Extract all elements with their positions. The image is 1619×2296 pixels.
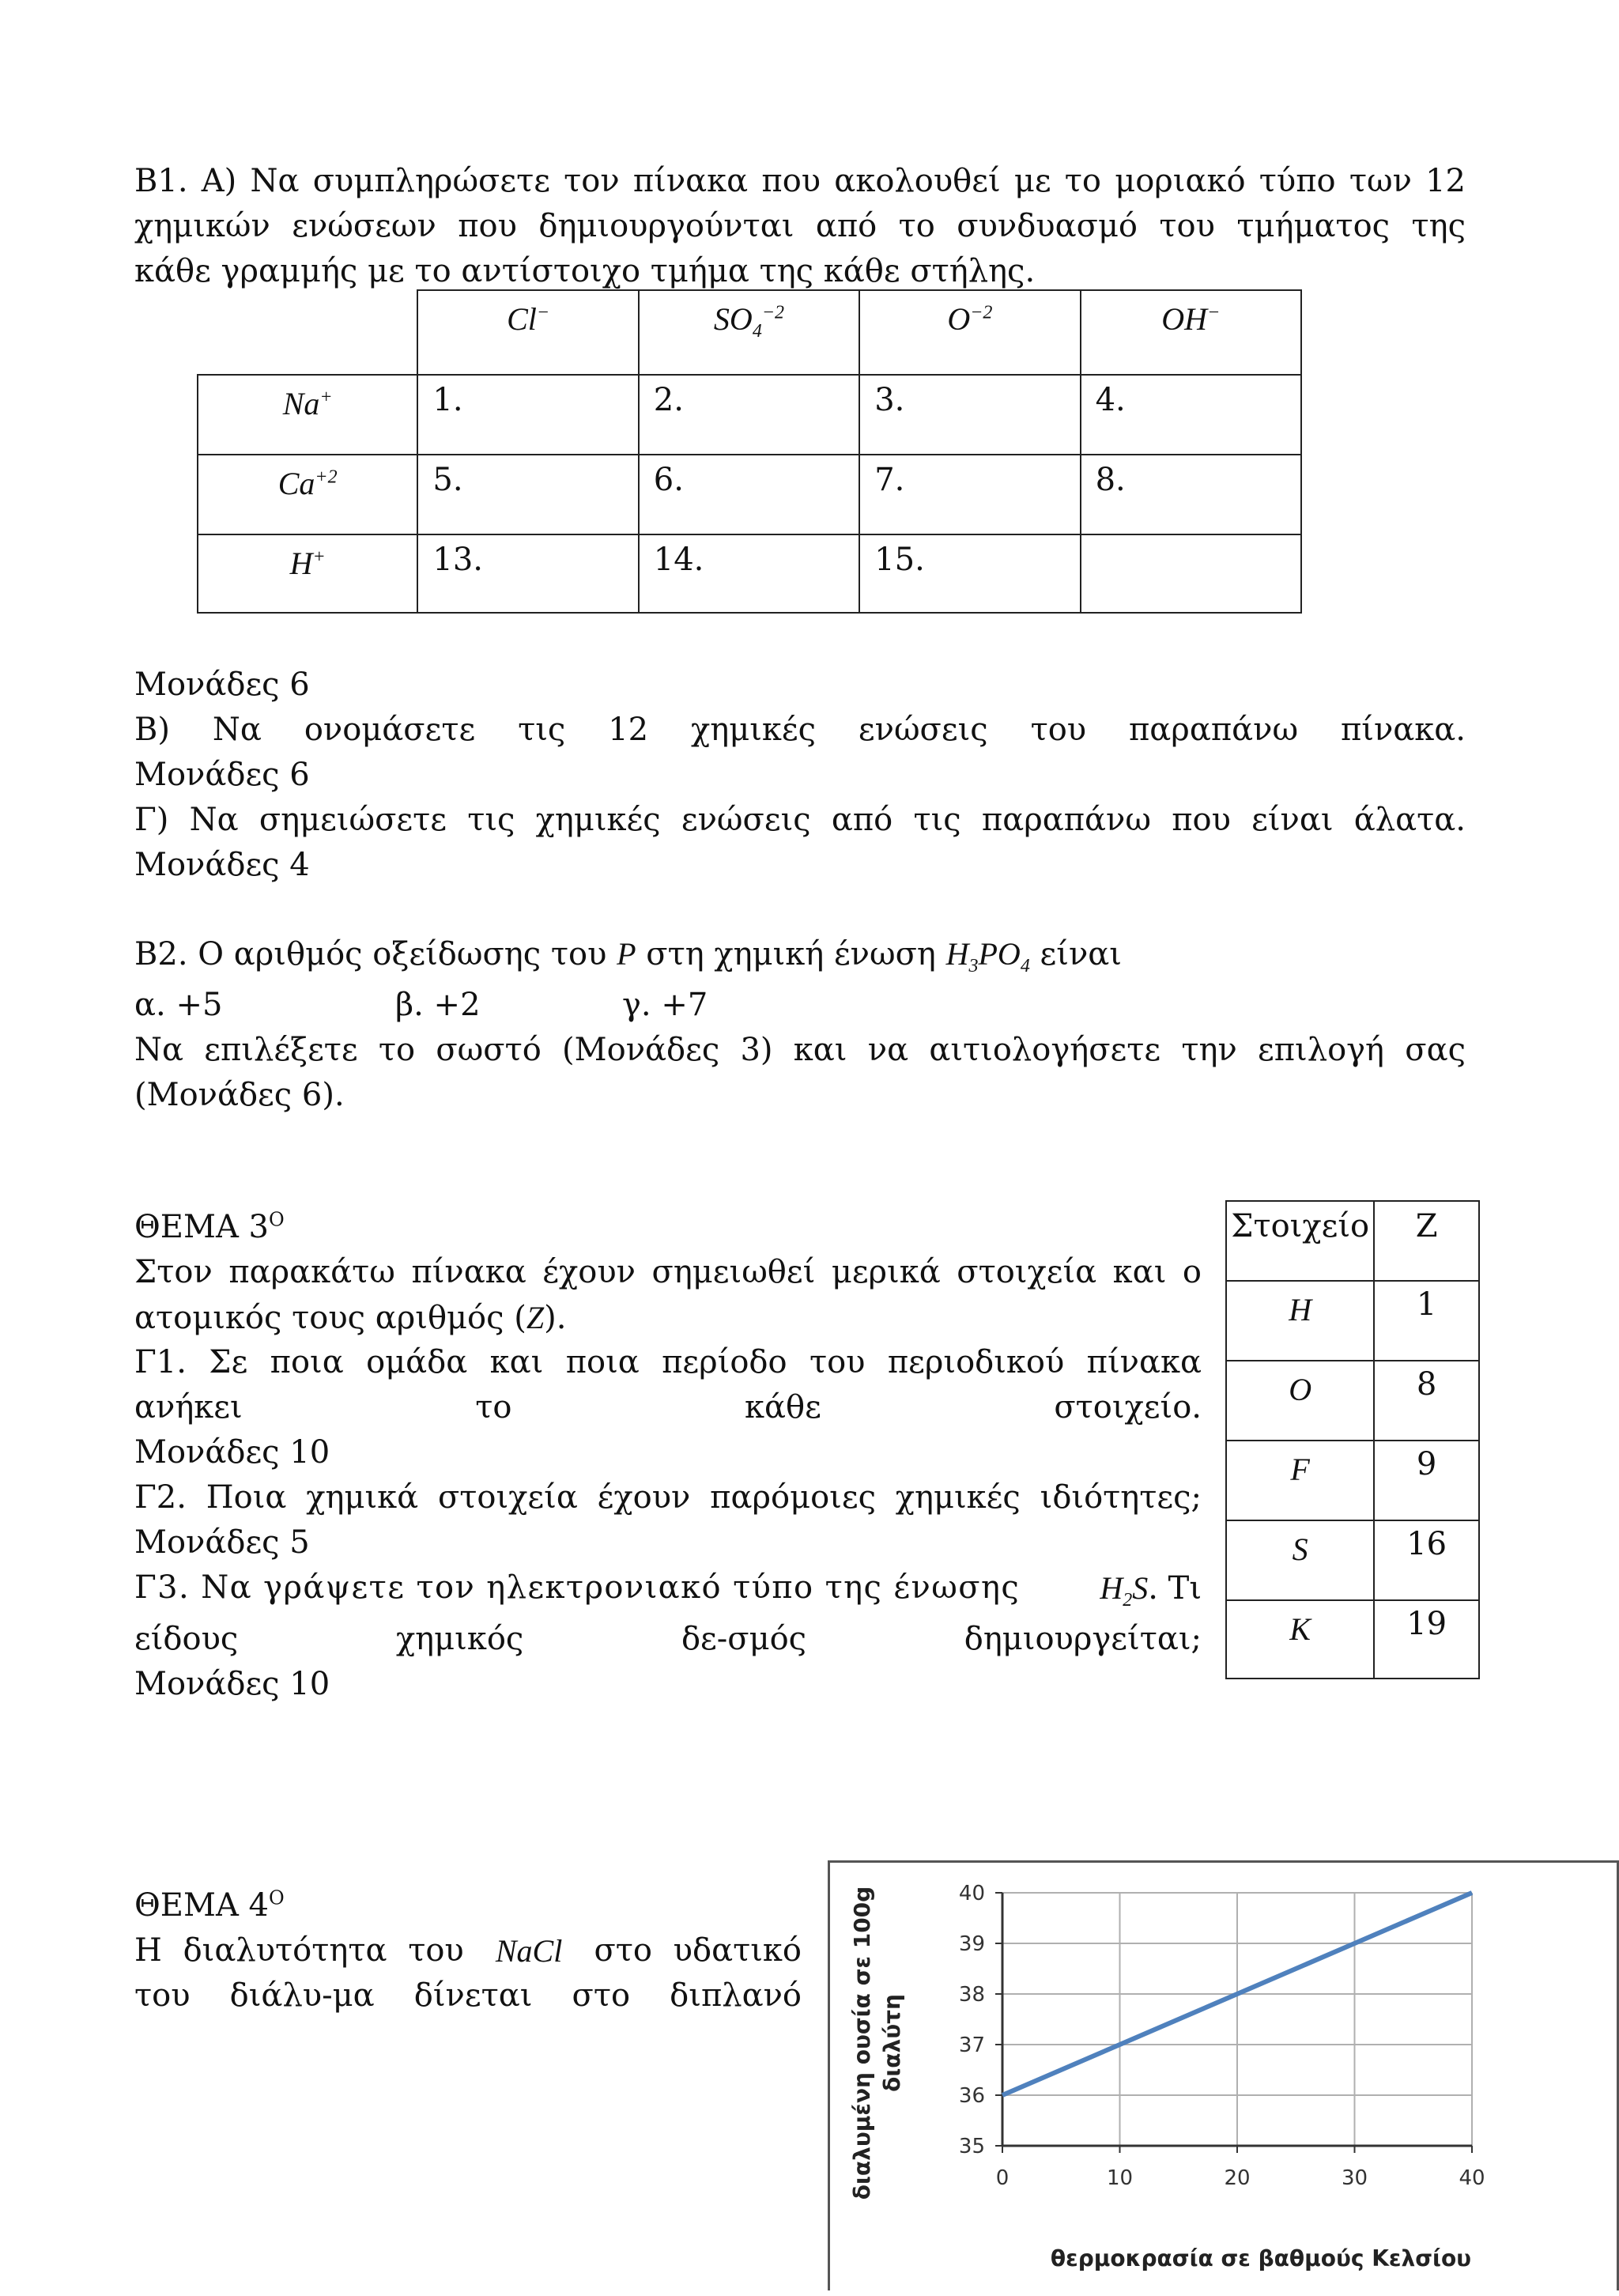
element-z: 9 [1374,1441,1479,1520]
table-row [198,534,1301,613]
g3-line-2: είδους χημικός δε-σμός δημιουργείται; [134,1621,1202,1657]
table-row [1226,1441,1479,1520]
theme4-line-2: του διάλυ-μα δίνεται στο διπλανό [134,1977,802,2014]
b2-instruction-2: (Μονάδες 6). [134,1077,345,1113]
table-cell [1081,534,1301,613]
col-header-o: $O^{-2}$ [859,290,1080,375]
b1-question-g: Γ) Να σημειώσετε τις χημικές ενώσεις από τις παραπάνω που είναι άλατα. [134,802,1466,838]
y-tick-label: 36 [958,2084,985,2108]
table-cell: 2. [639,375,859,455]
element-table [1225,1200,1480,1679]
element-z: 19 [1374,1600,1479,1679]
b1-marks-b: Μονάδες 6 [134,757,310,793]
g2-marks: Μονάδες 5 [134,1524,310,1561]
y-tick-label: 39 [958,1932,985,1956]
element-z: 1 [1374,1281,1479,1361]
g3-compound: $H_2S$ [1100,1570,1149,1611]
table-row [198,455,1301,534]
theme4-title: ΘΕΜΑ $4^O$ [134,1886,285,1924]
theme4-line-1: Η διαλυτότητα του NaCl στο υδατικό [134,1932,802,1969]
ion-table-corner [198,290,417,375]
solubility-chart [828,1860,1619,2290]
col-header-cl: Cl− [417,290,638,375]
element-symbol: O [1226,1361,1374,1441]
x-axis-label: θερμοκρασία σε βαθμούς Κελσίου [1050,2245,1472,2271]
table-cell: 5. [417,455,638,534]
b2-instruction-1: Να επιλέξετε το σωστό (Μονάδες 3) και να αιτιολογήσετε την επιλογή σας [134,1032,1466,1068]
element-table-header-element: Στοιχείο [1226,1201,1374,1281]
g3-marks: Μονάδες 10 [134,1666,330,1702]
solubility-chart-svg [830,1863,1617,2293]
table-cell: 14. [639,534,859,613]
row-header-ca: $Ca^{+2}$ [198,455,417,534]
theme3-title: ΘΕΜΑ $3^O$ [134,1208,285,1245]
x-tick-label: 40 [1459,2166,1485,2190]
table-row [1226,1361,1479,1441]
y-tick-label: 38 [958,1983,985,2007]
element-symbol: K [1226,1600,1374,1679]
g1-line-1: Γ1. Σε ποια ομάδα και ποια περίοδο του περιοδικού πίνακα [134,1344,1202,1380]
b2-question [134,931,1466,977]
b2-option-a: α. +5 [134,987,223,1023]
table-cell: 7. [859,455,1080,534]
x-tick-label: 30 [1341,2166,1368,2190]
y-axis-label-line-2: διαλύτη [879,1994,905,2092]
b1-intro-line-3: κάθε γραμμής με το αντίστοιχο τμήμα της κάθε στήλης. [134,253,1036,289]
element-table-header-z: Z [1374,1201,1479,1281]
table-cell: 15. [859,534,1080,613]
row-header-h: H+ [198,534,417,613]
table-cell: 6. [639,455,859,534]
y-tick-label: 37 [958,2034,985,2057]
element-z: 8 [1374,1361,1479,1441]
g2-line: Γ2. Ποια χημικά στοιχεία έχουν παρόμοιες χημικές ιδιότητες; [134,1479,1202,1516]
b2-question-prefix: Β2. Ο αριθμός οξείδωσης του [134,936,607,972]
x-tick-label: 20 [1224,2166,1251,2190]
g1-marks: Μονάδες 10 [134,1434,330,1471]
b2-option-g: γ. +7 [622,987,708,1023]
g3-line-1: Γ3. Να γράψετε τον ηλεκτρονιακό τύπο της ένωσης $H_2S$. Τι [134,1569,1202,1611]
table-cell: 13. [417,534,638,613]
theme3-line-1: Στον παρακάτω πίνακα έχουν σημειωθεί μερικά στοιχεία και ο [134,1254,1202,1290]
table-row [1226,1281,1479,1361]
table-cell: 1. [417,375,638,455]
g1-line-2: ανήκει το κάθε στοιχείο. [134,1389,1202,1426]
theme3-line-2: ατομικός τους αριθμός (Z). [134,1300,567,1336]
element-symbol: F [1226,1441,1374,1520]
table-cell: 8. [1081,455,1301,534]
b1-question-b: Β) Να ονομάσετε τις 12 χημικές ενώσεις του παραπάνω πίνακα. [134,712,1466,748]
element-z: 16 [1374,1520,1479,1600]
col-header-so4: $SO_4^{-2}$ [639,290,859,375]
b2-compound: $H_3PO_4$ [945,936,1030,976]
b1-marks-g: Μονάδες 4 [134,847,310,883]
ion-table [197,289,1302,614]
table-row [1226,1600,1479,1679]
b2-option-b: β. +2 [395,987,481,1023]
b1-marks-a: Μονάδες 6 [134,667,310,703]
table-row [198,375,1301,455]
b2-question-suffix: είναι [1040,936,1122,972]
table-row [1226,1520,1479,1600]
b1-intro-line-1: Β1. Α) Να συμπληρώσετε τον πίνακα που ακολουθεί με το μοριακό τύπο των 12 [134,163,1466,199]
y-tick-label: 35 [958,2135,985,2158]
b2-element: P [617,936,636,972]
element-symbol: S [1226,1520,1374,1600]
table-cell: 3. [859,375,1080,455]
y-axis-label-line-1: διαλυμένη ουσία σε 100g [849,1886,875,2200]
table-cell: 4. [1081,375,1301,455]
col-header-oh: OH− [1081,290,1301,375]
x-tick-label: 10 [1106,2166,1134,2190]
row-header-na: Na+ [198,375,417,455]
y-tick-label: 40 [958,1882,985,1905]
b1-intro-line-2: χημικών ενώσεων που δημιουργούνται από το συνδυασμό του τμήματος της [134,208,1466,244]
element-symbol: H [1226,1281,1374,1361]
x-tick-label: 0 [995,2166,1010,2190]
b2-question-mid: στη χημική ένωση [646,936,936,972]
